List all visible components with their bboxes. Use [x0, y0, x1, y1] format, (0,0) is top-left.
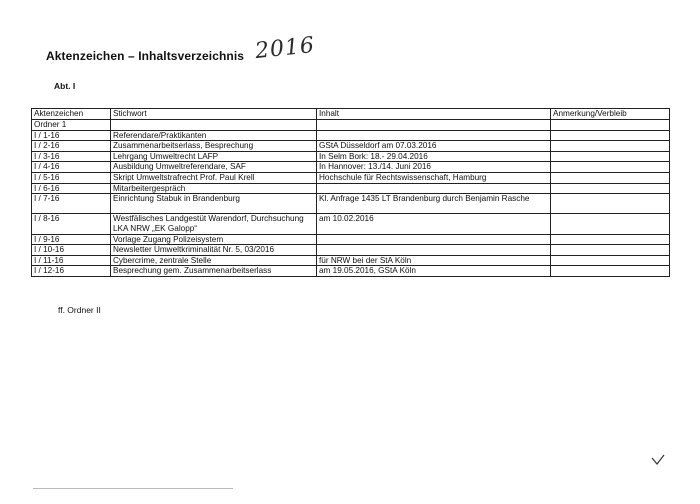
- cell-inhalt: am 10.02.2016: [317, 214, 551, 234]
- cell-aktenzeichen: I / 9-16: [32, 234, 111, 245]
- cell-anmerkung: [551, 141, 670, 152]
- folder-label: Ordner 1: [32, 120, 111, 131]
- cell-stichwort: Referendare/Praktikanten: [111, 130, 317, 141]
- header-anmerkung: Anmerkung/Verbleib: [551, 109, 670, 120]
- cell-anmerkung: [551, 172, 670, 183]
- cell-aktenzeichen: I / 6-16: [32, 183, 111, 194]
- cell-inhalt: [317, 183, 551, 194]
- table-row: [32, 162, 670, 173]
- cell-anmerkung: [551, 214, 670, 234]
- handwritten-year: 2016: [253, 32, 317, 65]
- cell-aktenzeichen: I / 2-16: [32, 141, 111, 152]
- table-row: [32, 245, 670, 256]
- cell-stichwort: Skript Umweltstrafrecht Prof. Paul Krell: [111, 172, 317, 183]
- table-row: [32, 151, 670, 162]
- cell-anmerkung: [551, 183, 670, 194]
- cell-inhalt: [317, 245, 551, 256]
- cell-aktenzeichen: I / 10-16: [32, 245, 111, 256]
- cell-inhalt: [317, 234, 551, 245]
- index-table: [31, 108, 670, 277]
- table-row: [32, 183, 670, 194]
- cell-aktenzeichen: I / 8-16: [32, 214, 111, 234]
- table-cell: [111, 120, 317, 131]
- cell-anmerkung: [551, 151, 670, 162]
- cell-anmerkung: [551, 130, 670, 141]
- table-row: [32, 255, 670, 266]
- cell-stichwort: Besprechung gem. Zusammenarbeitserlass: [111, 266, 317, 277]
- cell-aktenzeichen: I / 7-16: [32, 194, 111, 214]
- scan-edge-line: [33, 488, 233, 489]
- header-aktenzeichen: Aktenzeichen: [32, 109, 111, 120]
- table-row: [32, 234, 670, 245]
- cell-inhalt: In Hannover: 13./14. Juni 2016: [317, 162, 551, 173]
- cell-inhalt: [317, 130, 551, 141]
- cell-anmerkung: [551, 245, 670, 256]
- cell-stichwort: Vorlage Zugang Polizeisystem: [111, 234, 317, 245]
- cell-stichwort: Lehrgang Umweltrecht LAFP: [111, 151, 317, 162]
- folder-row: [32, 120, 670, 131]
- document-title: Aktenzeichen – Inhaltsverzeichnis: [46, 49, 245, 63]
- cell-inhalt: In Selm Bork: 18.- 29.04.2016: [317, 151, 551, 162]
- cell-stichwort: Zusammenarbeitserlass, Besprechung: [111, 141, 317, 152]
- cell-aktenzeichen: I / 3-16: [32, 151, 111, 162]
- department-label: Abt. I: [54, 81, 76, 91]
- cell-anmerkung: [551, 234, 670, 245]
- cell-anmerkung: [551, 266, 670, 277]
- cell-inhalt: für NRW bei der StA Köln: [317, 255, 551, 266]
- cell-stichwort: Cybercrime, zentrale Stelle: [111, 255, 317, 266]
- table-row: [32, 130, 670, 141]
- header-stichwort: Stichwort: [111, 109, 317, 120]
- cell-aktenzeichen: I / 12-16: [32, 266, 111, 277]
- cell-inhalt: am 19.05.2016, GStA Köln: [317, 266, 551, 277]
- cell-aktenzeichen: I / 11-16: [32, 255, 111, 266]
- table-row: [32, 214, 670, 234]
- table-row: [32, 172, 670, 183]
- cell-anmerkung: [551, 194, 670, 214]
- cell-anmerkung: [551, 162, 670, 173]
- header-inhalt: Inhalt: [317, 109, 551, 120]
- table-cell: [317, 120, 551, 131]
- cell-aktenzeichen: I / 1-16: [32, 130, 111, 141]
- table-row: [32, 141, 670, 152]
- cell-inhalt: Hochschule für Rechtswissenschaft, Hamburg: [317, 172, 551, 183]
- cell-inhalt: GStA Düsseldorf am 07.03.2016: [317, 141, 551, 152]
- table-cell: [551, 120, 670, 131]
- cell-stichwort: Mitarbeitergespräch: [111, 183, 317, 194]
- cell-stichwort: Ausbildung Umweltreferendare, SAF: [111, 162, 317, 173]
- pen-check-mark-icon: [651, 454, 665, 466]
- table-row: [32, 194, 670, 214]
- cell-aktenzeichen: I / 4-16: [32, 162, 111, 173]
- table-row: [32, 266, 670, 277]
- cell-stichwort: Newsletter Umweltkriminalität Nr. 5, 03/2016: [111, 245, 317, 256]
- cell-anmerkung: [551, 255, 670, 266]
- cell-stichwort: Einrichtung Stabuk in Brandenburg: [111, 194, 317, 214]
- continuation-note: ff. Ordner II: [58, 305, 101, 315]
- cell-stichwort: Westfälisches Landgestüt Warendorf, Durchsuchung LKA NRW „EK Galopp“: [111, 214, 317, 234]
- table-header-row: [32, 109, 670, 120]
- cell-inhalt: Kl. Anfrage 1435 LT Brandenburg durch Benjamin Rasche: [317, 194, 551, 214]
- cell-aktenzeichen: I / 5-16: [32, 172, 111, 183]
